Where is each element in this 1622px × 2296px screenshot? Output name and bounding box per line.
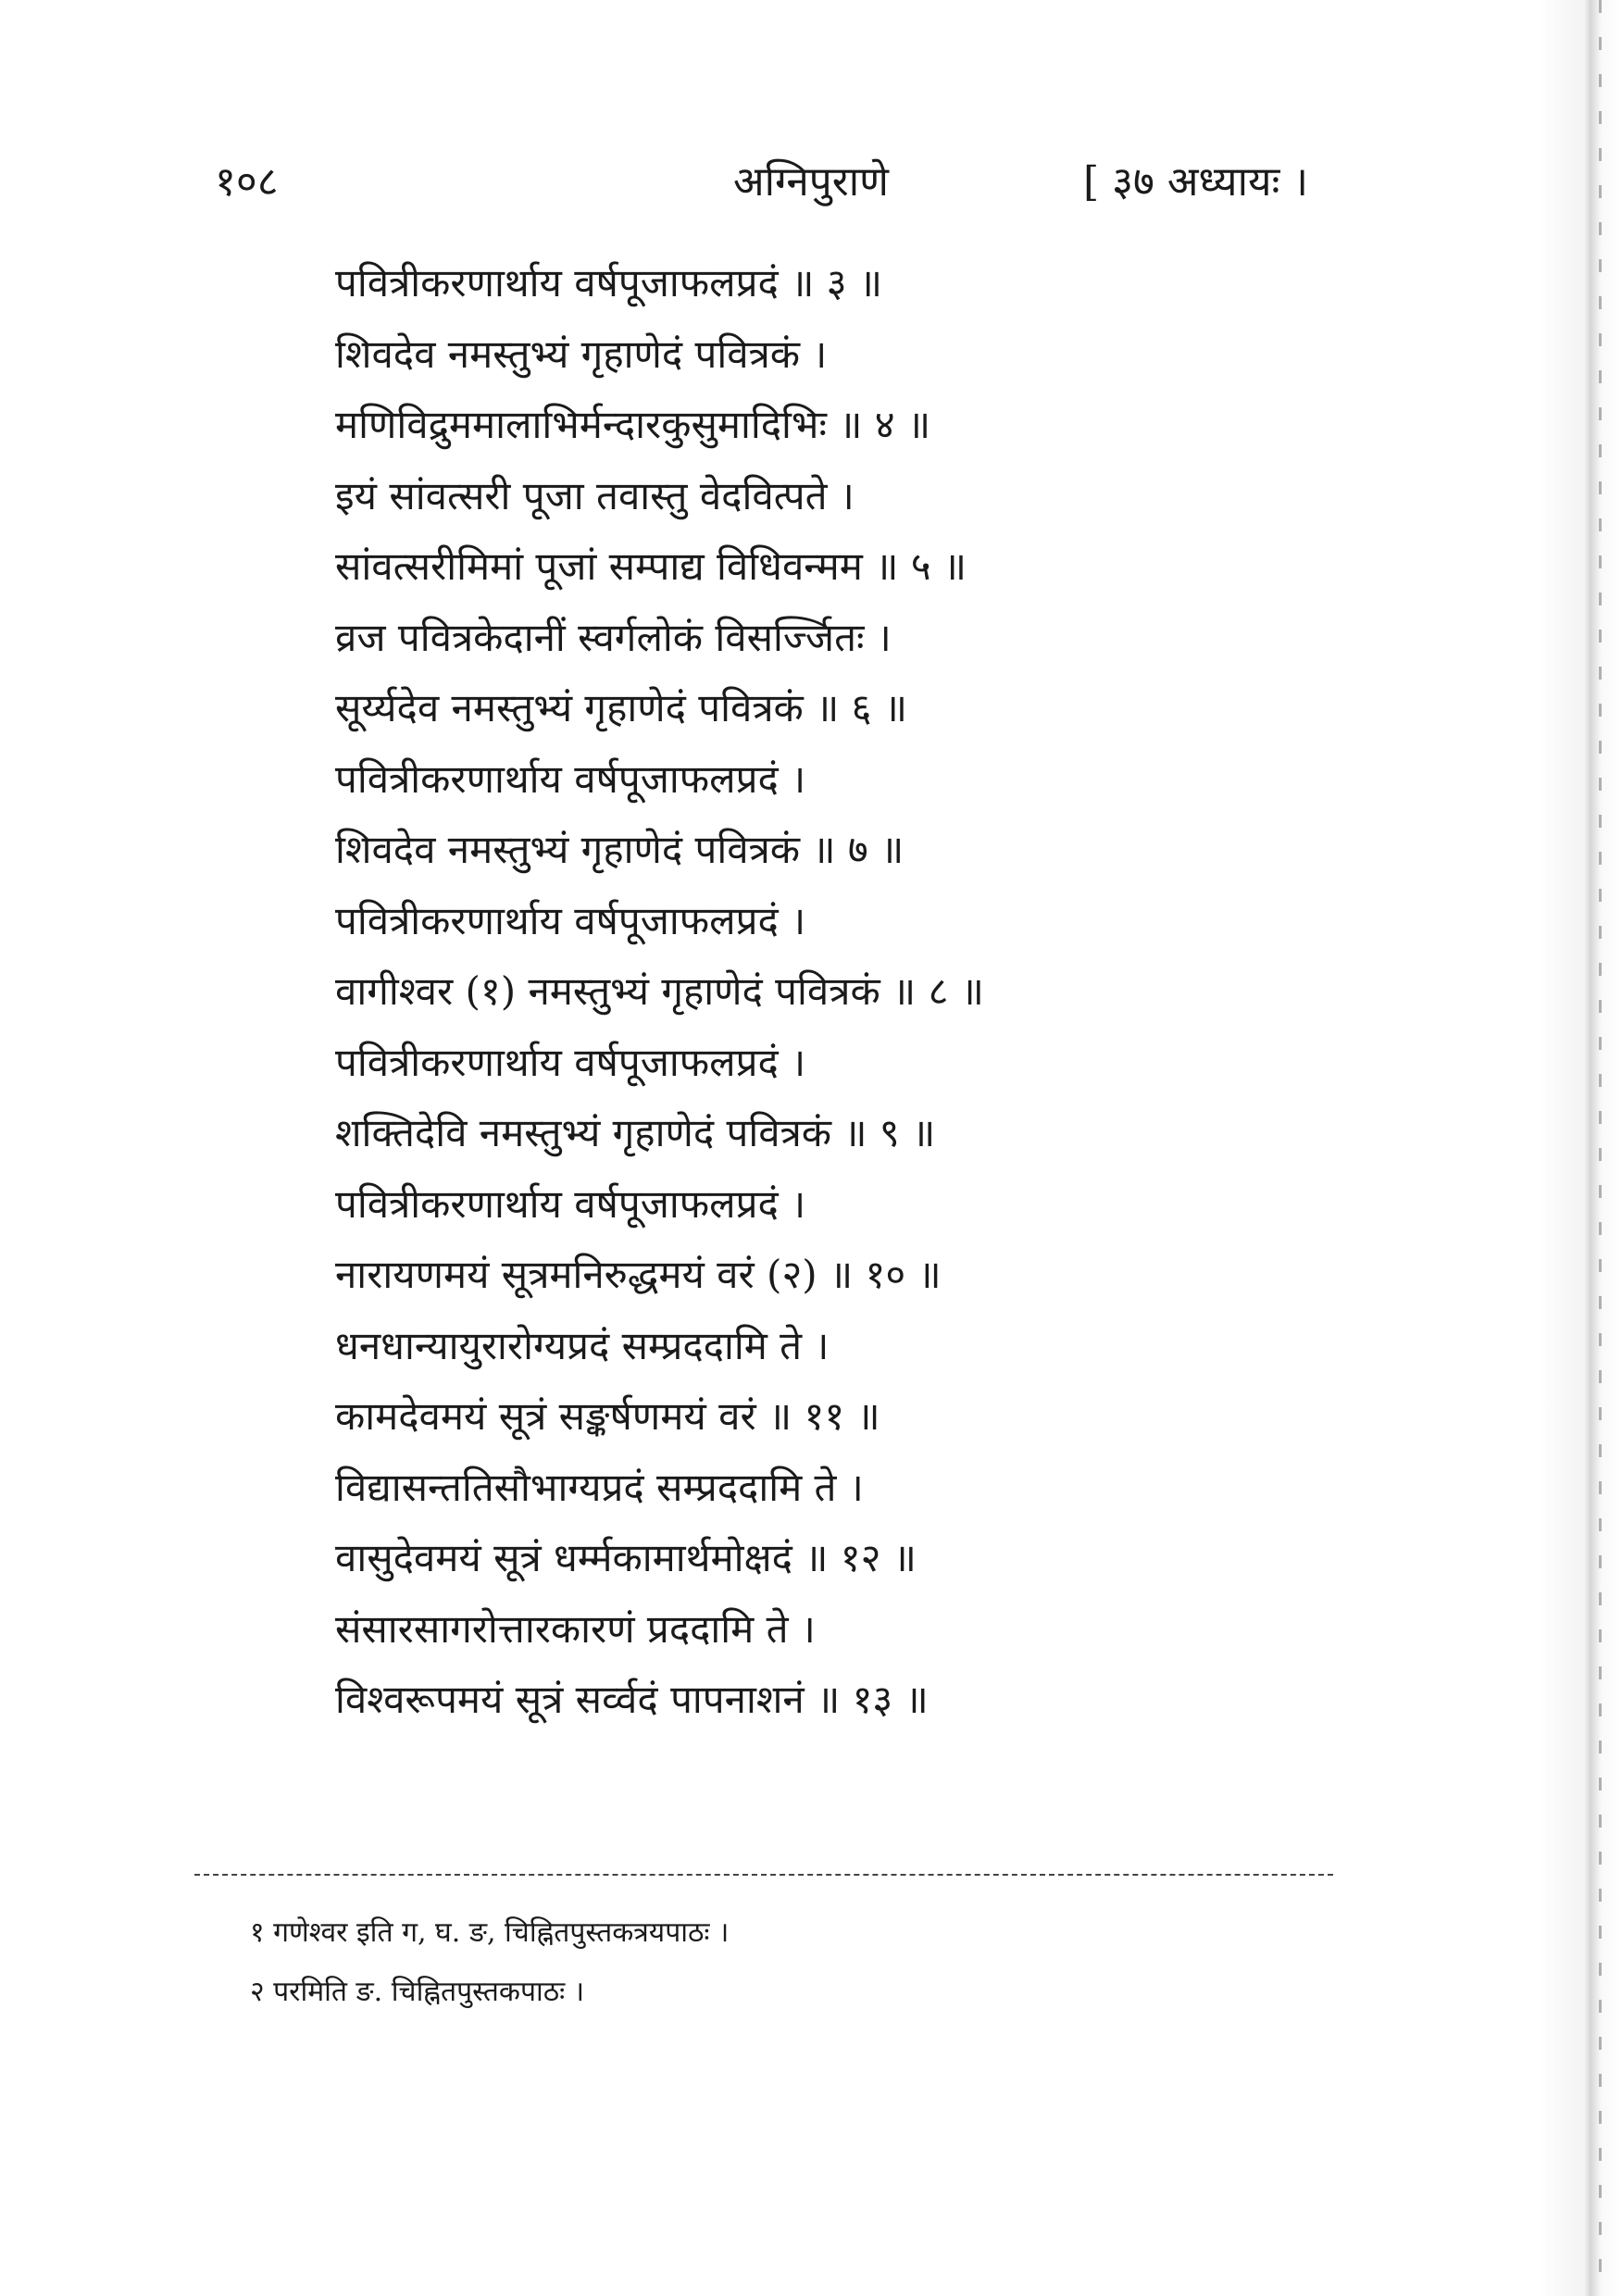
verse-line: संसारसागरोत्तारकारणं प्रददामि ते ।	[335, 1605, 816, 1652]
verse-line: नारायणमयं सूत्रमनिरुद्धमयं वरं (२) ॥ १० ॥	[335, 1252, 942, 1297]
verse-line: पवित्रीकरणार्थाय वर्षपूजाफलप्रदं ॥ ३ ॥	[335, 260, 883, 306]
verse-line: व्रज पवित्रकेदानीं स्वर्गलोकं विसर्ज्जितः ।	[335, 614, 892, 660]
footnote-divider	[194, 1874, 1333, 1876]
footnote: १ गणेश्वर इति ग, घ. ङ, चिह्नितपुस्तकत्रयपाठः ।	[250, 1916, 730, 1949]
verse-line: पवित्रीकरणार्थाय वर्षपूजाफलप्रदं ।	[335, 897, 806, 943]
footnotes	[250, 1903, 1315, 2022]
page-header	[0, 148, 1622, 213]
verse-line: वागीश्वर (१) नमस्तुभ्यं गृहाणेदं पवित्रकं ॥ ८ ॥	[335, 968, 984, 1014]
verse-line: शिवदेव नमस्तुभ्यं गृहाणेदं पवित्रकं ।	[335, 331, 828, 377]
scan-edge-shadow	[1539, 0, 1622, 2296]
verse-block	[335, 248, 1428, 1736]
verse-line: विश्वरूपमयं सूत्रं सर्व्वदं पापनाशनं ॥ १३ ॥	[335, 1677, 929, 1722]
running-title: अग्निपुराणे	[733, 158, 889, 206]
page-number: १०८	[215, 158, 279, 206]
verse-line: शक्तिदेवि नमस्तुभ्यं गृहाणेदं पवित्रकं ॥ ९ ॥	[335, 1110, 936, 1155]
verse-line: इयं सांवत्सरी पूजा तवास्तु वेदवित्पते ।	[335, 472, 855, 518]
footnote: २ परमिति ङ. चिह्नितपुस्तकपाठः ।	[250, 1976, 585, 2008]
verse-line: सांवत्सरीमिमां पूजां सम्पाद्य विधिवन्मम ॥ ५ ॥	[335, 543, 967, 589]
verse-line: मणिविद्रुममालाभिर्मन्दारकुसुमादिभिः ॥ ४ ॥	[335, 402, 931, 447]
verse-line: कामदेवमयं सूत्रं सङ्कर्षणमयं वरं ॥ ११ ॥	[335, 1393, 880, 1439]
verse-line: पवित्रीकरणार्थाय वर्षपूजाफलप्रदं ।	[335, 1039, 806, 1085]
scan-edge-line	[1599, 0, 1602, 2296]
verse-line: शिवदेव नमस्तुभ्यं गृहाणेदं पवित्रकं ॥ ७ ॥	[335, 827, 905, 872]
verse-line: वासुदेवमयं सूत्रं धर्म्मकामार्थमोक्षदं ॥ १२ ॥	[335, 1535, 917, 1580]
verse-line: सूर्य्यदेव नमस्तुभ्यं गृहाणेदं पवित्रकं ॥ ६ ॥	[335, 685, 907, 730]
verse-line: धनधान्यायुरारोग्यप्रदं सम्प्रददामि ते ।	[335, 1322, 830, 1368]
verse-line: विद्यासन्ततिसौभाग्यप्रदं सम्प्रददामि ते ।	[335, 1464, 864, 1510]
verse-line: पवित्रीकरणार्थाय वर्षपूजाफलप्रदं ।	[335, 1180, 806, 1227]
verse-line: पवित्रीकरणार्थाय वर्षपूजाफलप्रदं ।	[335, 755, 806, 802]
chapter-label: [ ३७ अध्यायः ।	[1083, 158, 1309, 206]
